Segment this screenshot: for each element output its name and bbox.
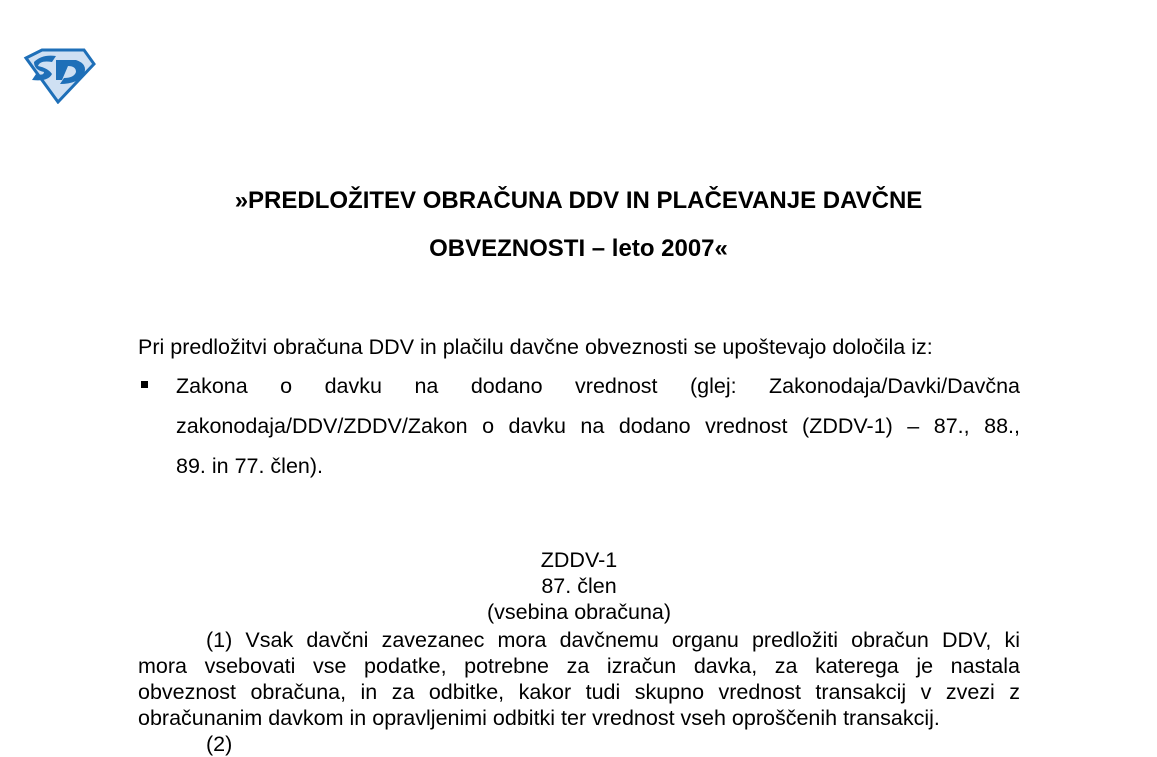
- document-title-line-2: OBVEZNOSTI – leto 2007«: [429, 235, 728, 262]
- article-line: obračunanim davkom in opravljenimi odbitki ter vrednost vseh oproščenih transakcij.: [138, 706, 940, 730]
- bullet-line: 89. in 77. člen).: [176, 454, 324, 478]
- article-line-cut: (2): [206, 732, 233, 756]
- article-line: mora vsebovati vse podatke, potrebne za izračun davka, za katerega je nastala: [138, 654, 1020, 678]
- article-line: (1) Vsak davčni zavezanec mora davčnemu organu predložiti obračun DDV, ki: [206, 628, 1020, 652]
- intro-paragraph: Pri predložitvi obračuna DDV in plačilu davčne obveznosti se upoštevajo določila iz:: [138, 335, 933, 359]
- bullet-line: Zakona o davku na dodano vrednost (glej: Zakonodaja/Davki/Davčna: [176, 374, 1020, 398]
- document-title-line-1: »PREDLOŽITEV OBRAČUNA DDV IN PLAČEVANJE DAVČNE: [234, 187, 923, 214]
- bullet-icon: [141, 381, 148, 388]
- article-law: ZDDV-1: [540, 548, 618, 572]
- company-logo: [22, 48, 96, 104]
- bullet-line: zakonodaja/DDV/ZDDV/Zakon o davku na dodano vrednost (ZDDV-1) – 87., 88.,: [176, 414, 1020, 438]
- article-line: obveznost obračuna, in za odbitke, kakor tudi skupno vrednost transakcij v zvezi z: [138, 680, 1020, 704]
- article-number: 87. člen: [541, 574, 617, 598]
- article-heading: (vsebina obračuna): [486, 600, 672, 624]
